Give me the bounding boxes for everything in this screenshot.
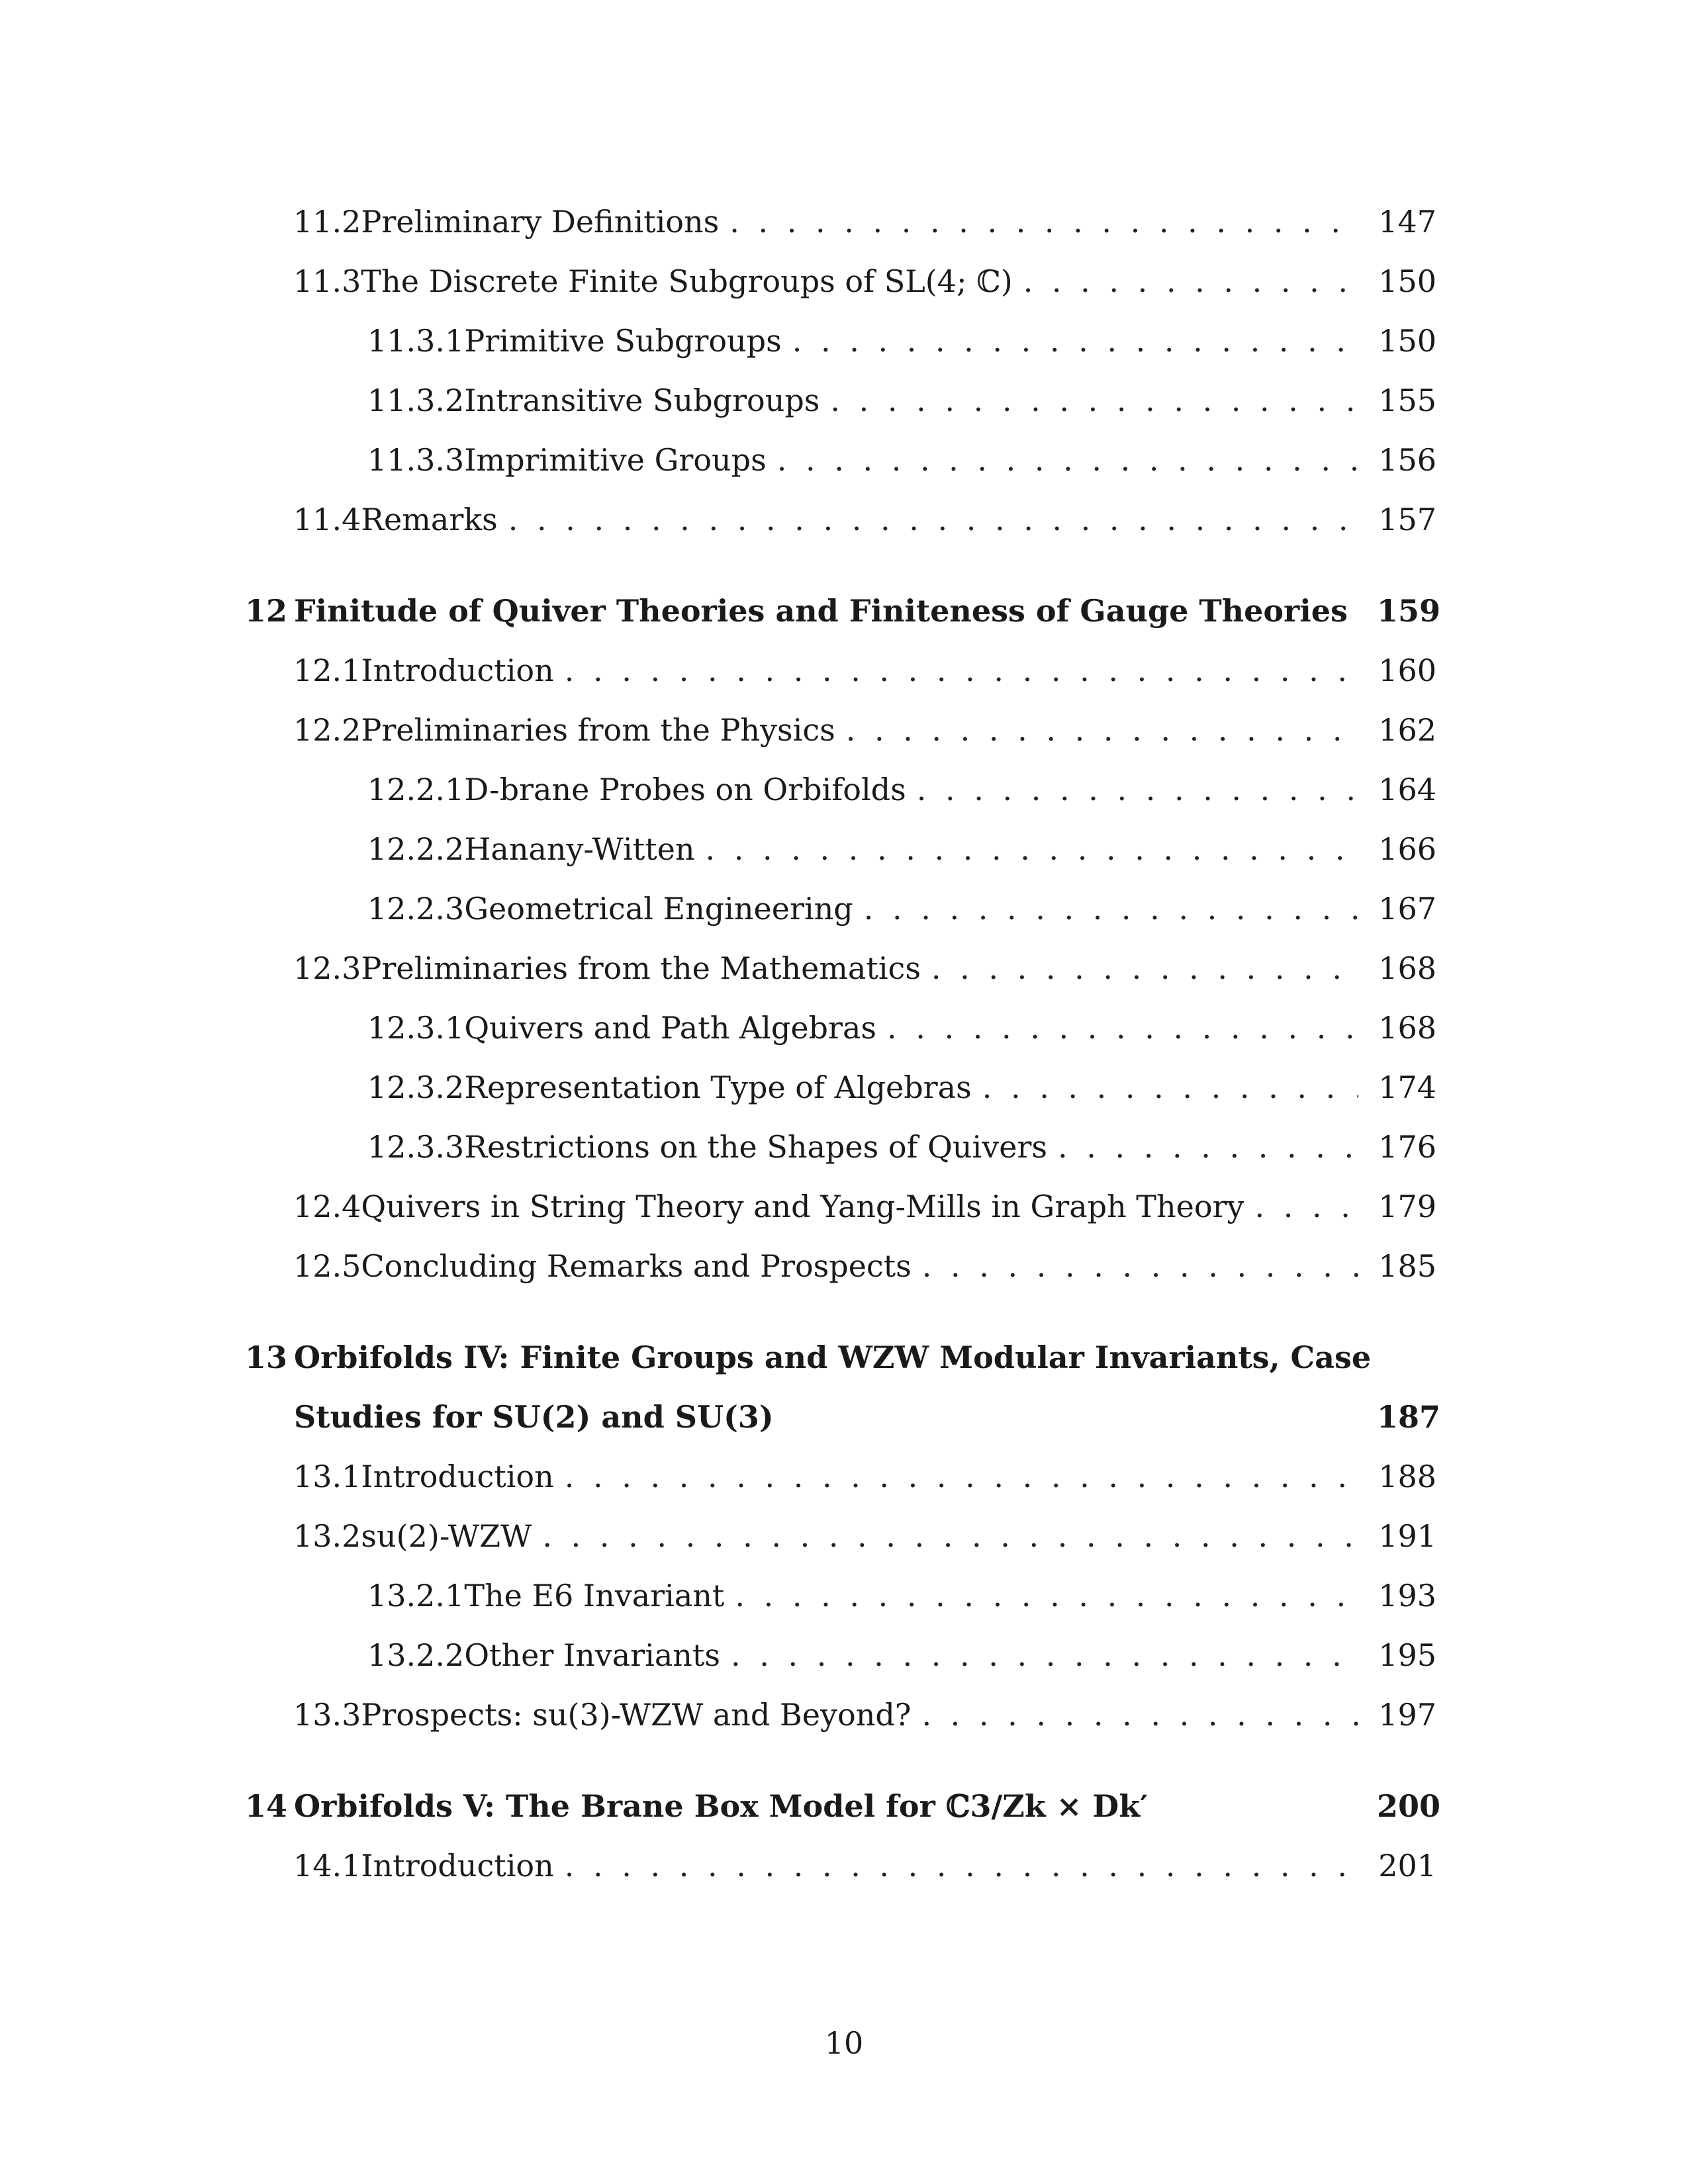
entry-title: Preliminaries from the Physics bbox=[361, 712, 835, 748]
toc-entry-13-3[interactable] bbox=[245, 1685, 1436, 1745]
entry-page: 195 bbox=[1378, 1637, 1436, 1673]
dot-leader bbox=[887, 998, 1358, 1058]
entry-page: 162 bbox=[1378, 712, 1436, 748]
chapter-title: Studies for SU(2) and SU(3) bbox=[294, 1399, 774, 1435]
chapter-page: 200 bbox=[1377, 1788, 1441, 1824]
toc-entry-14-1[interactable] bbox=[245, 1836, 1436, 1895]
entry-title: D-brane Probes on Orbifolds bbox=[464, 772, 906, 807]
chapter-number: 14 bbox=[245, 1788, 288, 1824]
entry-number: 12.2.3 bbox=[367, 891, 465, 927]
entry-page: 147 bbox=[1378, 204, 1436, 240]
toc-entry-11-4[interactable] bbox=[245, 490, 1436, 549]
toc-entry-11-3[interactable] bbox=[245, 251, 1436, 311]
entry-title: Preliminaries from the Mathematics bbox=[361, 950, 921, 986]
entry-page: 156 bbox=[1378, 442, 1436, 478]
dot-leader bbox=[864, 879, 1358, 938]
entry-title: Remarks bbox=[361, 502, 498, 537]
dot-leader bbox=[735, 1566, 1358, 1625]
entry-page: 191 bbox=[1378, 1518, 1436, 1554]
entry-number: 12.3 bbox=[293, 950, 361, 986]
toc-entry-12-2-1[interactable] bbox=[245, 760, 1436, 819]
entry-number: 12.1 bbox=[293, 653, 361, 688]
dot-leader bbox=[1255, 1177, 1358, 1236]
entry-page: 164 bbox=[1378, 772, 1436, 807]
entry-page: 197 bbox=[1378, 1697, 1436, 1733]
toc-entry-12-2-2[interactable] bbox=[245, 819, 1436, 879]
toc-entry-12-3-3[interactable] bbox=[245, 1117, 1436, 1177]
entry-title: Imprimitive Groups bbox=[464, 442, 767, 478]
toc-entry-11-3-3[interactable] bbox=[245, 430, 1436, 490]
toc-chapter-13-continuation[interactable] bbox=[245, 1387, 1441, 1447]
dot-leader bbox=[508, 490, 1358, 549]
entry-page: 168 bbox=[1378, 950, 1436, 986]
toc-entry-13-2-2[interactable] bbox=[245, 1625, 1436, 1685]
toc-entry-12-3[interactable] bbox=[245, 938, 1436, 998]
dot-leader bbox=[982, 1058, 1358, 1117]
entry-title: Geometrical Engineering bbox=[464, 891, 853, 927]
chapter-number: 12 bbox=[245, 593, 288, 629]
entry-number: 12.3.3 bbox=[367, 1129, 465, 1165]
entry-page: 155 bbox=[1378, 383, 1436, 418]
entry-title: Prospects: su(3)-WZW and Beyond? bbox=[361, 1697, 912, 1733]
entry-page: 188 bbox=[1378, 1459, 1436, 1494]
entry-page: 176 bbox=[1378, 1129, 1436, 1165]
entry-title: Introduction bbox=[361, 653, 554, 688]
entry-title: Other Invariants bbox=[464, 1637, 721, 1673]
entry-title: Introduction bbox=[361, 1848, 554, 1884]
dot-leader bbox=[1058, 1117, 1358, 1177]
dot-leader bbox=[792, 311, 1358, 371]
entry-number: 11.3 bbox=[293, 263, 361, 299]
entry-title: Primitive Subgroups bbox=[464, 323, 782, 359]
dot-leader bbox=[565, 1836, 1358, 1895]
entry-number: 14.1 bbox=[293, 1848, 361, 1884]
entry-number: 12.4 bbox=[293, 1189, 361, 1224]
entry-title: su(2)-WZW bbox=[361, 1518, 532, 1554]
table-of-contents bbox=[245, 192, 1441, 1895]
entry-page: 168 bbox=[1378, 1010, 1436, 1046]
entry-number: 11.2 bbox=[293, 204, 361, 240]
entry-title: Intransitive Subgroups bbox=[464, 383, 820, 418]
entry-page: 166 bbox=[1378, 831, 1436, 867]
entry-number: 13.2.1 bbox=[367, 1578, 465, 1614]
entry-number: 11.4 bbox=[293, 502, 361, 537]
toc-entry-12-2-3[interactable] bbox=[245, 879, 1436, 938]
toc-entry-12-1[interactable] bbox=[245, 641, 1436, 700]
entry-number: 12.2.2 bbox=[367, 831, 465, 867]
toc-chapter-13[interactable] bbox=[245, 1328, 1436, 1387]
entry-title: Quivers in String Theory and Yang-Mills in Graph Theory bbox=[361, 1189, 1244, 1224]
dot-leader bbox=[565, 1447, 1358, 1506]
toc-chapter-14[interactable] bbox=[245, 1776, 1441, 1836]
entry-number: 11.3.3 bbox=[367, 442, 465, 478]
entry-number: 12.3.1 bbox=[367, 1010, 465, 1046]
chapter-title: Finitude of Quiver Theories and Finiteness of Gauge Theories bbox=[294, 593, 1348, 629]
toc-entry-11-2[interactable] bbox=[245, 192, 1436, 251]
chapter-page: 187 bbox=[1377, 1399, 1441, 1435]
dot-leader bbox=[846, 700, 1358, 760]
toc-entry-13-2-1[interactable] bbox=[245, 1566, 1436, 1625]
entry-page: 150 bbox=[1378, 323, 1436, 359]
dot-leader bbox=[731, 1625, 1358, 1685]
entry-page: 174 bbox=[1378, 1069, 1436, 1105]
entry-title: Hanany-Witten bbox=[464, 831, 695, 867]
entry-page: 167 bbox=[1378, 891, 1436, 927]
dot-leader bbox=[565, 641, 1358, 700]
entry-number: 12.2.1 bbox=[367, 772, 465, 807]
toc-entry-13-2[interactable] bbox=[245, 1506, 1436, 1566]
entry-title: Introduction bbox=[361, 1459, 554, 1494]
chapter-page: 159 bbox=[1377, 593, 1441, 629]
entry-title: The Discrete Finite Subgroups of SL(4; ℂ) bbox=[361, 263, 1013, 299]
entry-page: 160 bbox=[1378, 653, 1436, 688]
entry-title: Restrictions on the Shapes of Quivers bbox=[464, 1129, 1048, 1165]
dot-leader bbox=[931, 938, 1358, 998]
toc-entry-11-3-2[interactable] bbox=[245, 371, 1436, 430]
dot-leader bbox=[921, 1685, 1358, 1745]
entry-number: 13.3 bbox=[293, 1697, 361, 1733]
entry-number: 11.3.1 bbox=[367, 323, 465, 359]
toc-entry-11-3-1[interactable] bbox=[245, 311, 1436, 371]
toc-chapter-12[interactable] bbox=[245, 581, 1441, 641]
dot-leader bbox=[729, 192, 1358, 251]
entry-page: 201 bbox=[1378, 1848, 1436, 1884]
dot-leader bbox=[1023, 251, 1358, 311]
entry-page: 150 bbox=[1378, 263, 1436, 299]
entry-title: Representation Type of Algebras bbox=[464, 1069, 972, 1105]
entry-number: 13.1 bbox=[293, 1459, 361, 1494]
entry-number: 12.2 bbox=[293, 712, 361, 748]
toc-entry-13-1[interactable] bbox=[245, 1447, 1436, 1506]
toc-entry-12-5[interactable] bbox=[245, 1236, 1436, 1296]
entry-title: Concluding Remarks and Prospects bbox=[361, 1248, 912, 1284]
toc-entry-12-2[interactable] bbox=[245, 700, 1436, 760]
entry-number: 12.5 bbox=[293, 1248, 361, 1284]
dot-leader bbox=[706, 819, 1358, 879]
chapter-number: 13 bbox=[245, 1340, 288, 1375]
page-number: 10 bbox=[824, 2025, 864, 2061]
entry-number: 13.2 bbox=[293, 1518, 361, 1554]
toc-entry-12-3-2[interactable] bbox=[245, 1058, 1436, 1117]
dot-leader bbox=[922, 1236, 1358, 1296]
entry-page: 185 bbox=[1378, 1248, 1436, 1284]
dot-leader bbox=[830, 371, 1358, 430]
entry-page: 179 bbox=[1378, 1189, 1436, 1224]
entry-page: 157 bbox=[1378, 502, 1436, 537]
entry-number: 11.3.2 bbox=[367, 383, 465, 418]
entry-page: 193 bbox=[1378, 1578, 1436, 1614]
dot-leader bbox=[777, 430, 1358, 490]
toc-entry-12-4[interactable] bbox=[245, 1177, 1436, 1236]
entry-title: The E6 Invariant bbox=[464, 1578, 725, 1614]
entry-number: 13.2.2 bbox=[367, 1637, 465, 1673]
chapter-title: Orbifolds V: The Brane Box Model for ℂ3/Zk × Dk′ bbox=[294, 1788, 1149, 1824]
toc-entry-12-3-1[interactable] bbox=[245, 998, 1436, 1058]
entry-title: Preliminary Definitions bbox=[361, 204, 720, 240]
entry-number: 12.3.2 bbox=[367, 1069, 465, 1105]
entry-title: Quivers and Path Algebras bbox=[464, 1010, 877, 1046]
chapter-title: Orbifolds IV: Finite Groups and WZW Modular Invariants, Case bbox=[294, 1340, 1372, 1375]
dot-leader bbox=[542, 1506, 1358, 1566]
dot-leader bbox=[917, 760, 1358, 819]
